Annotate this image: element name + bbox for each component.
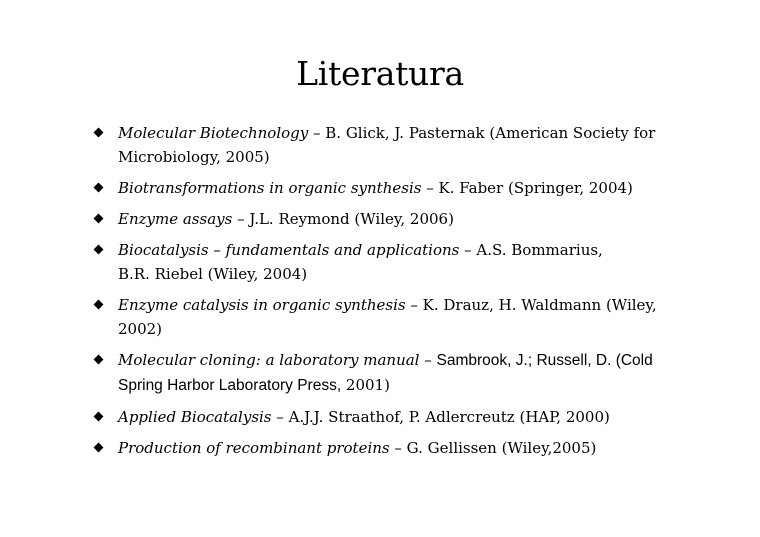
bullet-diamond-icon: [94, 443, 104, 453]
book-details: G. Gellissen (Wiley,2005): [406, 439, 597, 457]
book-title: Enzyme assays: [118, 210, 233, 228]
reference-item: [95, 176, 675, 200]
reference-item: [95, 436, 675, 460]
book-title: Biotransformations in organic synthesis: [118, 179, 422, 197]
book-details: A.J.J. Straathof, P. Adlercreutz (HAP, 2000): [288, 408, 610, 426]
bullet-diamond-icon: [94, 412, 104, 422]
reference-item: [95, 238, 675, 286]
separator: –: [389, 439, 407, 457]
separator: –: [459, 241, 477, 259]
book-title: Production of recombinant proteins: [118, 439, 390, 457]
book-year: 2001): [341, 376, 390, 394]
reference-item: [95, 121, 675, 169]
reference-item: [95, 293, 675, 341]
book-title: Molecular Biotechnology: [118, 124, 309, 142]
separator: –: [271, 408, 289, 426]
book-title: Biocatalysis – fundamentals and applications: [118, 241, 460, 259]
reference-item: [95, 207, 675, 231]
separator: –: [232, 210, 250, 228]
book-details: K. Faber (Springer, 2004): [438, 179, 633, 197]
reference-item: [95, 348, 675, 398]
book-details: J.L. Reymond (Wiley, 2006): [249, 210, 454, 228]
bullet-diamond-icon: [94, 183, 104, 193]
bullet-diamond-icon: [94, 355, 104, 365]
reference-list: [95, 121, 675, 467]
book-title: Molecular cloning: a laboratory manual: [118, 351, 420, 369]
book-title: Applied Biocatalysis: [118, 408, 272, 426]
bullet-diamond-icon: [94, 128, 104, 138]
book-details: K. Drauz, H. Waldmann (Wiley, 2002): [118, 296, 657, 338]
separator: –: [421, 179, 439, 197]
book-title: Enzyme catalysis in organic synthesis: [118, 296, 406, 314]
reference-item: [95, 405, 675, 429]
bullet-diamond-icon: [94, 300, 104, 310]
separator: –: [308, 124, 326, 142]
book-details-continued: B.R. Riebel (Wiley, 2004): [118, 265, 308, 283]
book-details: A.S. Bommarius,: [476, 241, 603, 259]
separator: –: [405, 296, 423, 314]
bullet-diamond-icon: [94, 245, 104, 255]
separator: –: [419, 351, 437, 369]
slide-title: Literatura: [296, 54, 464, 93]
book-details: B. Glick, J. Pasternak (American Society for Microbiology, 2005): [118, 124, 656, 166]
bullet-diamond-icon: [94, 214, 104, 224]
book-details: Sambrook, J.; Russell, D. (Cold Spring Harbor Laboratory Press,: [118, 352, 653, 394]
